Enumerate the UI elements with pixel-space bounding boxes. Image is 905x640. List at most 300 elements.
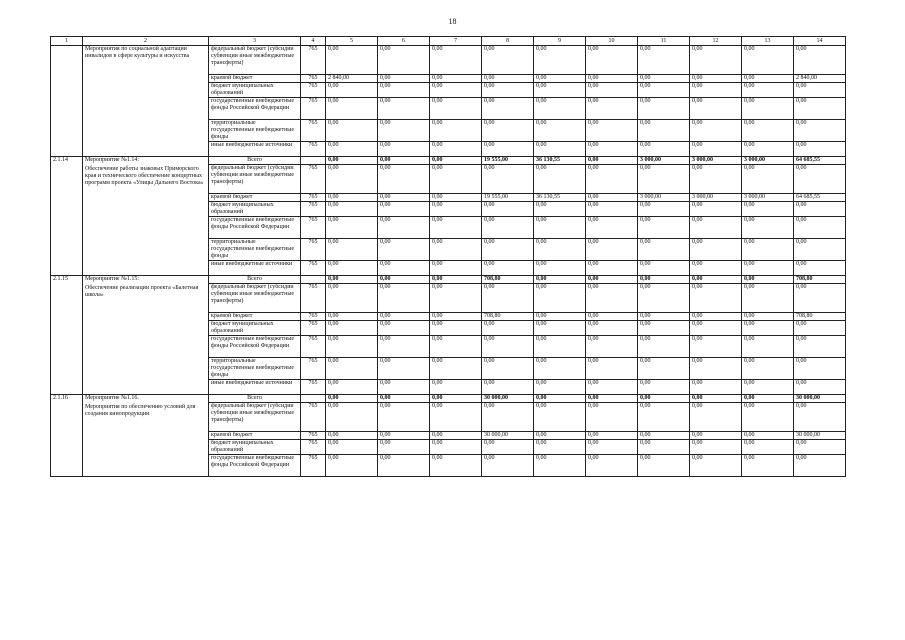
- amount-cell: 0,00: [794, 120, 846, 142]
- kbk-code: 765: [301, 432, 326, 440]
- column-header: 11: [638, 37, 690, 46]
- amount-cell: 0,00: [430, 276, 482, 284]
- amount-cell: 0,00: [430, 142, 482, 157]
- kbk-code: 765: [301, 120, 326, 142]
- kbk-code: 765: [301, 83, 326, 98]
- amount-cell: 64 685,55: [794, 194, 846, 202]
- amount-cell: 0,00: [794, 98, 846, 120]
- amount-cell: 0,00: [586, 46, 638, 75]
- amount-cell: 0,00: [794, 217, 846, 239]
- amount-cell: 0,00: [534, 239, 586, 261]
- amount-cell: 0,00: [794, 336, 846, 358]
- kbk-code: 765: [301, 202, 326, 217]
- amount-cell: 0,00: [638, 380, 690, 395]
- amount-cell: 0,00: [586, 455, 638, 477]
- amount-cell: 0,00: [586, 403, 638, 432]
- amount-cell: 0,00: [742, 83, 794, 98]
- amount-cell: 0,00: [378, 75, 430, 83]
- column-header: 5: [326, 37, 378, 46]
- amount-cell: 0,00: [378, 313, 430, 321]
- amount-cell: 0,00: [326, 165, 378, 194]
- amount-cell: 0,00: [326, 194, 378, 202]
- kbk-code: 765: [301, 380, 326, 395]
- amount-cell: 0,00: [534, 75, 586, 83]
- amount-cell: 0,00: [586, 142, 638, 157]
- kbk-code: [301, 157, 326, 165]
- amount-cell: 0,00: [638, 165, 690, 194]
- amount-cell: 0,00: [638, 276, 690, 284]
- column-number-row: [51, 37, 846, 46]
- funding-source: государственные внебюджетные фонды Российской Федерации: [209, 217, 301, 239]
- amount-cell: 0,00: [638, 395, 690, 403]
- amount-cell: 0,00: [586, 83, 638, 98]
- amount-cell: 0,00: [638, 455, 690, 477]
- measure-title: Мероприятие №1.16.: [85, 395, 139, 401]
- amount-cell: 0,00: [430, 98, 482, 120]
- amount-cell: 0,00: [638, 440, 690, 455]
- funding-source: краевой бюджет: [209, 75, 301, 83]
- amount-cell: 0,00: [690, 358, 742, 380]
- kbk-code: 765: [301, 440, 326, 455]
- amount-cell: 0,00: [690, 142, 742, 157]
- amount-cell: 0,00: [586, 165, 638, 194]
- amount-cell: 0,00: [742, 239, 794, 261]
- budget-table: [50, 36, 846, 477]
- kbk-code: [301, 395, 326, 403]
- funding-source: краевой бюджет: [209, 313, 301, 321]
- amount-cell: 0,00: [794, 83, 846, 98]
- amount-cell: 0,00: [794, 284, 846, 313]
- amount-cell: 0,00: [378, 321, 430, 336]
- page-number: 18: [448, 17, 457, 26]
- amount-cell: 0,00: [326, 261, 378, 276]
- amount-cell: 0,00: [638, 403, 690, 432]
- amount-cell: 0,00: [430, 83, 482, 98]
- kbk-code: 765: [301, 217, 326, 239]
- amount-cell: 0,00: [378, 432, 430, 440]
- amount-cell: 0,00: [690, 403, 742, 432]
- amount-cell: 0,00: [690, 75, 742, 83]
- column-header: 9: [534, 37, 586, 46]
- amount-cell: 0,00: [742, 142, 794, 157]
- amount-cell: 0,00: [430, 432, 482, 440]
- column-header: 10: [586, 37, 638, 46]
- amount-cell: 0,00: [534, 202, 586, 217]
- amount-cell: 0,00: [430, 261, 482, 276]
- funding-source: иные внебюджетные источники: [209, 142, 301, 157]
- kbk-code: 765: [301, 313, 326, 321]
- amount-cell: 0,00: [378, 358, 430, 380]
- amount-cell: 0,00: [430, 284, 482, 313]
- funding-source: иные внебюджетные источники: [209, 380, 301, 395]
- amount-cell: 708,80: [794, 313, 846, 321]
- amount-cell: 0,00: [638, 142, 690, 157]
- amount-cell: 0,00: [690, 336, 742, 358]
- amount-cell: 0,00: [690, 46, 742, 75]
- amount-cell: 0,00: [534, 313, 586, 321]
- amount-cell: 3 000,00: [638, 157, 690, 165]
- amount-cell: 0,00: [482, 120, 534, 142]
- amount-cell: 0,00: [638, 98, 690, 120]
- amount-cell: 0,00: [742, 321, 794, 336]
- amount-cell: 0,00: [482, 321, 534, 336]
- kbk-code: 765: [301, 336, 326, 358]
- amount-cell: 0,00: [378, 142, 430, 157]
- amount-cell: 0,00: [586, 358, 638, 380]
- amount-cell: 0,00: [534, 83, 586, 98]
- amount-cell: 0,00: [690, 98, 742, 120]
- amount-cell: 0,00: [742, 455, 794, 477]
- amount-cell: 0,00: [586, 75, 638, 83]
- amount-cell: 0,00: [794, 261, 846, 276]
- amount-cell: 0,00: [586, 432, 638, 440]
- column-header: 7: [430, 37, 482, 46]
- amount-cell: 0,00: [430, 455, 482, 477]
- amount-cell: 0,00: [690, 239, 742, 261]
- amount-cell: 0,00: [638, 239, 690, 261]
- kbk-code: 765: [301, 46, 326, 75]
- amount-cell: 0,00: [690, 276, 742, 284]
- measure-description: Мероприятия по обеспечению условий для создания кинопродукции: [85, 404, 196, 417]
- amount-cell: 0,00: [534, 403, 586, 432]
- amount-cell: 0,00: [586, 239, 638, 261]
- amount-cell: 0,00: [482, 142, 534, 157]
- amount-cell: 0,00: [742, 217, 794, 239]
- amount-cell: 0,00: [742, 440, 794, 455]
- amount-cell: 0,00: [534, 98, 586, 120]
- amount-cell: 0,00: [534, 46, 586, 75]
- amount-cell: 0,00: [326, 142, 378, 157]
- amount-cell: 0,00: [326, 403, 378, 432]
- amount-cell: 0,00: [638, 313, 690, 321]
- funding-source: федеральный бюджет (субсидии субвенции иные межбюджетные трансферты): [209, 165, 301, 194]
- amount-cell: 0,00: [690, 321, 742, 336]
- table-body: [51, 46, 846, 477]
- amount-cell: 0,00: [794, 321, 846, 336]
- amount-cell: 0,00: [586, 313, 638, 321]
- amount-cell: 708,80: [482, 313, 534, 321]
- amount-cell: 0,00: [378, 403, 430, 432]
- amount-cell: 0,00: [326, 217, 378, 239]
- amount-cell: 30 000,00: [482, 395, 534, 403]
- amount-cell: 0,00: [534, 165, 586, 194]
- amount-cell: 0,00: [430, 120, 482, 142]
- measure-title: Мероприятие №1.14:: [85, 157, 139, 163]
- amount-cell: 0,00: [378, 239, 430, 261]
- kbk-code: 765: [301, 75, 326, 83]
- amount-cell: 0,00: [430, 239, 482, 261]
- amount-cell: 0,00: [586, 380, 638, 395]
- funding-source: федеральный бюджет (субсидии субвенции иные межбюджетные трансферты): [209, 403, 301, 432]
- column-header: 3: [209, 37, 301, 46]
- amount-cell: 0,00: [534, 142, 586, 157]
- amount-cell: 19 555,00: [482, 194, 534, 202]
- amount-cell: 0,00: [430, 202, 482, 217]
- total-label: Всего: [209, 276, 301, 284]
- amount-cell: 3 000,00: [690, 157, 742, 165]
- measure-cell: [83, 46, 209, 157]
- amount-cell: 0,00: [586, 202, 638, 217]
- amount-cell: 0,00: [690, 380, 742, 395]
- amount-cell: 0,00: [430, 165, 482, 194]
- kbk-code: 765: [301, 261, 326, 276]
- amount-cell: 30 000,00: [482, 432, 534, 440]
- amount-cell: 3 000,00: [742, 194, 794, 202]
- amount-cell: 0,00: [586, 217, 638, 239]
- amount-cell: 708,80: [794, 276, 846, 284]
- amount-cell: 0,00: [638, 120, 690, 142]
- amount-cell: 0,00: [378, 202, 430, 217]
- kbk-code: 765: [301, 403, 326, 432]
- amount-cell: 0,00: [690, 217, 742, 239]
- amount-cell: 0,00: [430, 194, 482, 202]
- amount-cell: 0,00: [534, 261, 586, 276]
- amount-cell: 0,00: [430, 46, 482, 75]
- measure-code: [51, 46, 83, 157]
- amount-cell: 0,00: [690, 261, 742, 276]
- column-header: 4: [301, 37, 326, 46]
- amount-cell: 0,00: [690, 313, 742, 321]
- funding-source: территориальные государственные внебюджетные фонды: [209, 120, 301, 142]
- amount-cell: 0,00: [430, 380, 482, 395]
- amount-cell: 0,00: [326, 157, 378, 165]
- amount-cell: 0,00: [690, 120, 742, 142]
- total-row: [51, 157, 846, 165]
- column-header: 8: [482, 37, 534, 46]
- amount-cell: 0,00: [430, 321, 482, 336]
- funding-source: краевой бюджет: [209, 432, 301, 440]
- column-header: 6: [378, 37, 430, 46]
- amount-cell: 0,00: [430, 217, 482, 239]
- amount-cell: 0,00: [326, 202, 378, 217]
- amount-cell: 0,00: [378, 395, 430, 403]
- amount-cell: 0,00: [534, 276, 586, 284]
- amount-cell: 0,00: [430, 358, 482, 380]
- amount-cell: 0,00: [586, 276, 638, 284]
- amount-cell: 0,00: [378, 194, 430, 202]
- amount-cell: 0,00: [534, 455, 586, 477]
- amount-cell: 0,00: [742, 261, 794, 276]
- amount-cell: 0,00: [586, 395, 638, 403]
- amount-cell: 0,00: [690, 83, 742, 98]
- amount-cell: 64 685,55: [794, 157, 846, 165]
- amount-cell: 0,00: [534, 358, 586, 380]
- amount-cell: 0,00: [326, 98, 378, 120]
- amount-cell: 0,00: [326, 46, 378, 75]
- funding-source: бюджет муниципальных образований: [209, 440, 301, 455]
- amount-cell: 0,00: [794, 239, 846, 261]
- amount-cell: 0,00: [742, 202, 794, 217]
- amount-cell: 0,00: [794, 455, 846, 477]
- funding-source: территориальные государственные внебюджетные фонды: [209, 358, 301, 380]
- amount-cell: 0,00: [482, 358, 534, 380]
- amount-cell: 0,00: [742, 336, 794, 358]
- amount-cell: 0,00: [326, 276, 378, 284]
- amount-cell: 0,00: [690, 202, 742, 217]
- measure-cell: [83, 157, 209, 276]
- amount-cell: 708,80: [482, 276, 534, 284]
- amount-cell: 0,00: [326, 380, 378, 395]
- amount-cell: 0,00: [742, 358, 794, 380]
- amount-cell: 0,00: [534, 284, 586, 313]
- funding-source: бюджет муниципальных образований: [209, 321, 301, 336]
- amount-cell: 0,00: [482, 284, 534, 313]
- amount-cell: 0,00: [794, 440, 846, 455]
- amount-cell: 0,00: [690, 455, 742, 477]
- amount-cell: 0,00: [794, 165, 846, 194]
- amount-cell: 0,00: [430, 313, 482, 321]
- amount-cell: 0,00: [638, 46, 690, 75]
- amount-cell: 0,00: [430, 336, 482, 358]
- kbk-code: 765: [301, 284, 326, 313]
- amount-cell: 0,00: [534, 440, 586, 455]
- amount-cell: 0,00: [326, 83, 378, 98]
- amount-cell: 0,00: [482, 336, 534, 358]
- amount-cell: 0,00: [326, 440, 378, 455]
- amount-cell: 0,00: [742, 98, 794, 120]
- amount-cell: 0,00: [326, 239, 378, 261]
- amount-cell: 36 130,55: [534, 194, 586, 202]
- amount-cell: 0,00: [482, 455, 534, 477]
- amount-cell: 0,00: [638, 75, 690, 83]
- column-header: 14: [794, 37, 846, 46]
- amount-cell: 0,00: [742, 380, 794, 395]
- amount-cell: 0,00: [586, 194, 638, 202]
- amount-cell: 0,00: [378, 440, 430, 455]
- funding-source: государственные внебюджетные фонды Российской Федерации: [209, 455, 301, 477]
- amount-cell: 0,00: [482, 165, 534, 194]
- measure-code: 2.1.15: [51, 276, 83, 395]
- total-label: Всего: [209, 157, 301, 165]
- amount-cell: 0,00: [742, 75, 794, 83]
- amount-cell: 0,00: [794, 403, 846, 432]
- amount-cell: 0,00: [378, 284, 430, 313]
- kbk-code: 765: [301, 358, 326, 380]
- amount-cell: 0,00: [326, 336, 378, 358]
- amount-cell: 0,00: [586, 336, 638, 358]
- amount-cell: 0,00: [690, 440, 742, 455]
- amount-cell: 0,00: [378, 336, 430, 358]
- amount-cell: 0,00: [482, 403, 534, 432]
- amount-cell: 0,00: [742, 165, 794, 194]
- kbk-code: 765: [301, 321, 326, 336]
- total-row: [51, 395, 846, 403]
- amount-cell: 0,00: [742, 284, 794, 313]
- amount-cell: 0,00: [638, 432, 690, 440]
- column-header: 1: [51, 37, 83, 46]
- amount-cell: 0,00: [690, 432, 742, 440]
- amount-cell: 0,00: [742, 403, 794, 432]
- amount-cell: 0,00: [690, 395, 742, 403]
- kbk-code: [301, 276, 326, 284]
- funding-source: государственные внебюджетные фонды Российской Федерации: [209, 336, 301, 358]
- amount-cell: 0,00: [742, 46, 794, 75]
- amount-cell: 0,00: [378, 83, 430, 98]
- amount-cell: 0,00: [378, 98, 430, 120]
- amount-cell: 0,00: [482, 239, 534, 261]
- amount-cell: 0,00: [326, 321, 378, 336]
- amount-cell: 0,00: [326, 358, 378, 380]
- amount-cell: 0,00: [534, 336, 586, 358]
- amount-cell: 0,00: [326, 432, 378, 440]
- amount-cell: 0,00: [430, 403, 482, 432]
- measure-title: Мероприятие №1.15:: [85, 276, 139, 282]
- amount-cell: 0,00: [326, 120, 378, 142]
- amount-cell: 0,00: [742, 120, 794, 142]
- amount-cell: 0,00: [638, 83, 690, 98]
- amount-cell: 0,00: [534, 120, 586, 142]
- amount-cell: 30 000,00: [794, 432, 846, 440]
- amount-cell: 0,00: [482, 217, 534, 239]
- amount-cell: 0,00: [638, 336, 690, 358]
- amount-cell: 0,00: [378, 217, 430, 239]
- kbk-code: 765: [301, 239, 326, 261]
- amount-cell: 0,00: [378, 455, 430, 477]
- amount-cell: 0,00: [742, 395, 794, 403]
- amount-cell: 0,00: [586, 157, 638, 165]
- measure-cell: [83, 395, 209, 477]
- amount-cell: 0,00: [586, 98, 638, 120]
- amount-cell: 3 000,00: [690, 194, 742, 202]
- funding-source: федеральный бюджет (субсидии субвенции иные межбюджетные трансферты): [209, 46, 301, 75]
- amount-cell: 0,00: [742, 313, 794, 321]
- amount-cell: 0,00: [534, 432, 586, 440]
- amount-cell: 0,00: [378, 380, 430, 395]
- amount-cell: 3 000,00: [638, 194, 690, 202]
- funding-source: территориальные государственные внебюджетные фонды: [209, 239, 301, 261]
- column-header: 12: [690, 37, 742, 46]
- amount-cell: 0,00: [378, 261, 430, 276]
- amount-cell: 0,00: [690, 284, 742, 313]
- kbk-code: 765: [301, 98, 326, 120]
- kbk-code: 765: [301, 455, 326, 477]
- amount-cell: 0,00: [378, 157, 430, 165]
- amount-cell: 0,00: [638, 202, 690, 217]
- amount-cell: 2 840,00: [326, 75, 378, 83]
- measure-code: 2.1.14: [51, 157, 83, 276]
- amount-cell: 0,00: [482, 380, 534, 395]
- amount-cell: 0,00: [586, 440, 638, 455]
- amount-cell: 36 130,55: [534, 157, 586, 165]
- total-row: [51, 276, 846, 284]
- amount-cell: 0,00: [378, 165, 430, 194]
- amount-cell: 0,00: [482, 440, 534, 455]
- amount-cell: 0,00: [794, 380, 846, 395]
- amount-cell: 0,00: [326, 455, 378, 477]
- amount-cell: 0,00: [586, 261, 638, 276]
- amount-cell: 30 000,00: [794, 395, 846, 403]
- amount-cell: 0,00: [690, 165, 742, 194]
- funding-source: краевой бюджет: [209, 194, 301, 202]
- measure-description: Обеспечение реализации проекта «Балетная школа»: [85, 285, 199, 298]
- amount-cell: 0,00: [534, 217, 586, 239]
- amount-cell: 0,00: [638, 284, 690, 313]
- amount-cell: 0,00: [378, 276, 430, 284]
- amount-cell: 2 840,00: [794, 75, 846, 83]
- funding-source: бюджет муниципальных образований: [209, 83, 301, 98]
- amount-cell: 0,00: [430, 395, 482, 403]
- amount-cell: 0,00: [534, 321, 586, 336]
- funding-source: федеральный бюджет (субсидии субвенции иные межбюджетные трансферты): [209, 284, 301, 313]
- amount-cell: 0,00: [586, 120, 638, 142]
- amount-cell: 0,00: [638, 321, 690, 336]
- amount-cell: 0,00: [482, 98, 534, 120]
- amount-cell: 0,00: [742, 276, 794, 284]
- amount-cell: 0,00: [430, 440, 482, 455]
- amount-cell: 0,00: [742, 432, 794, 440]
- measure-code: 2.1.16: [51, 395, 83, 477]
- amount-cell: 0,00: [794, 142, 846, 157]
